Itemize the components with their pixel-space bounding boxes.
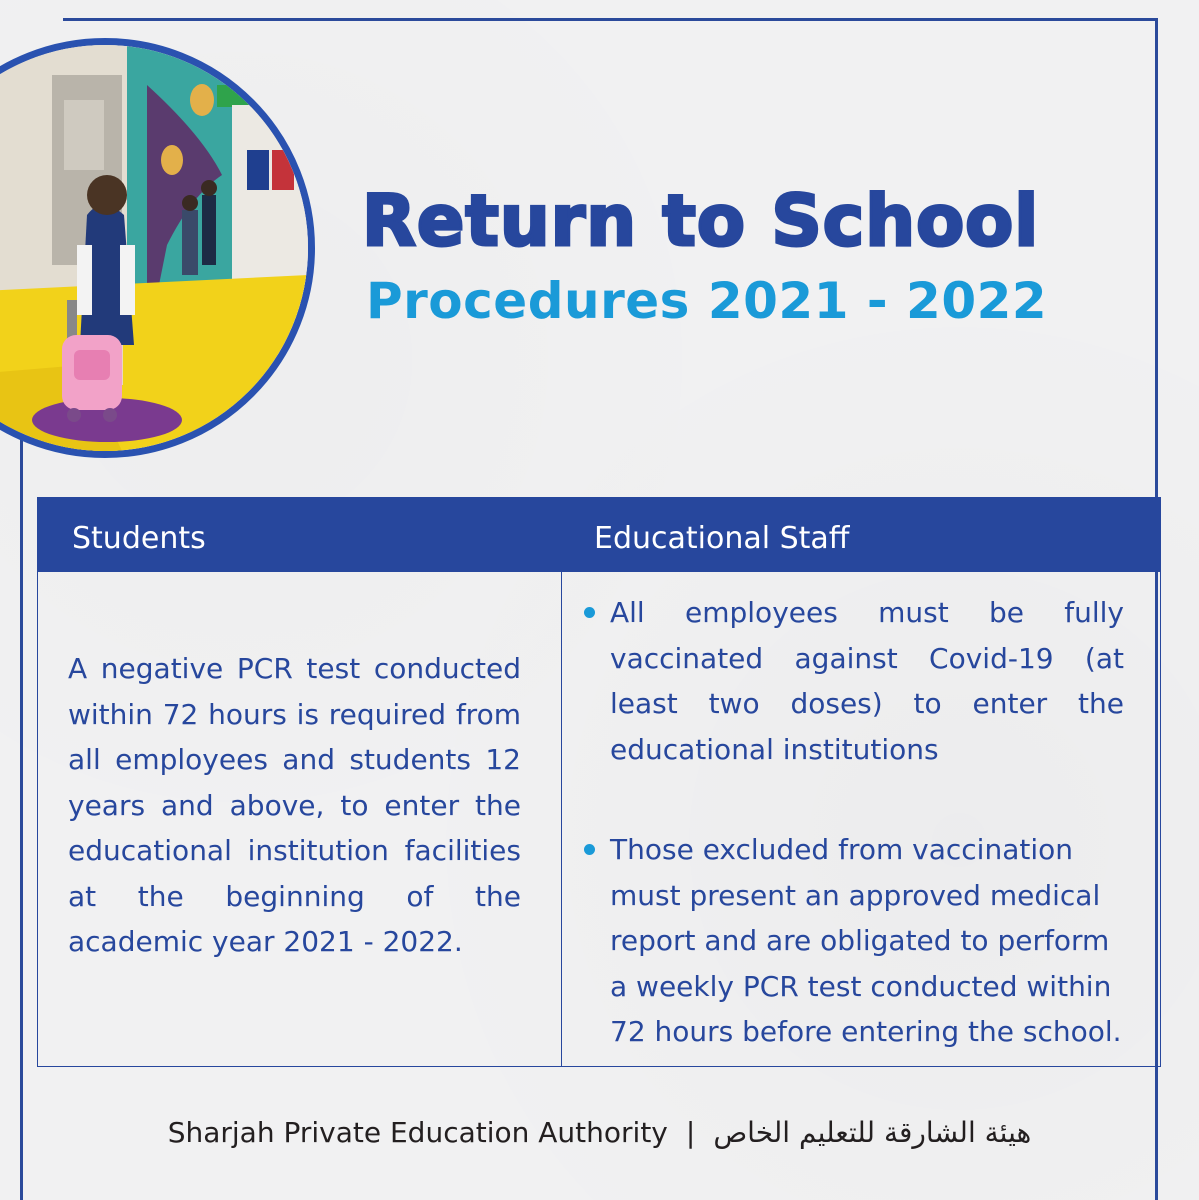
bullet-icon	[584, 844, 595, 855]
students-column-heading: Students	[72, 521, 206, 556]
frame-border-top	[63, 18, 1157, 21]
footer-name-arabic: هيئة الشارقة للتعليم الخاص	[713, 1116, 1032, 1149]
table-header-row	[38, 498, 1160, 572]
procedures-table	[37, 497, 1161, 1067]
page-title: Return to School	[362, 180, 1040, 262]
page-subtitle: Procedures 2021 - 2022	[366, 272, 1048, 330]
bullet-icon	[584, 607, 595, 618]
footer-authority-name	[0, 1116, 1199, 1149]
staff-column-heading: Educational Staff	[594, 521, 850, 556]
table-body-row	[38, 572, 1160, 1066]
students-cell	[38, 572, 562, 1066]
list-item	[584, 590, 1124, 772]
staff-vaccination-text: All employees must be fully vaccinated against Covid-19 (at least two doses) to enter the educational institutions	[610, 596, 1124, 766]
list-item	[584, 827, 1124, 1055]
footer-name-english: Sharjah Private Education Authority	[167, 1116, 668, 1149]
students-requirement-text: A negative PCR test conducted within 72 hours is required from all employees and students 12 years and above, to enter the educational institution facilities at the beginning of the academic year 2021 - 2022.	[68, 652, 521, 958]
staff-cell	[562, 572, 1160, 1066]
staff-exclusion-text: Those excluded from vaccination must present an approved medical report and are obligated to perform a weekly PCR test conducted within 72 hours before entering the school.	[610, 833, 1122, 1048]
frame-border-left	[20, 400, 23, 1200]
footer-separator: |	[685, 1116, 696, 1149]
